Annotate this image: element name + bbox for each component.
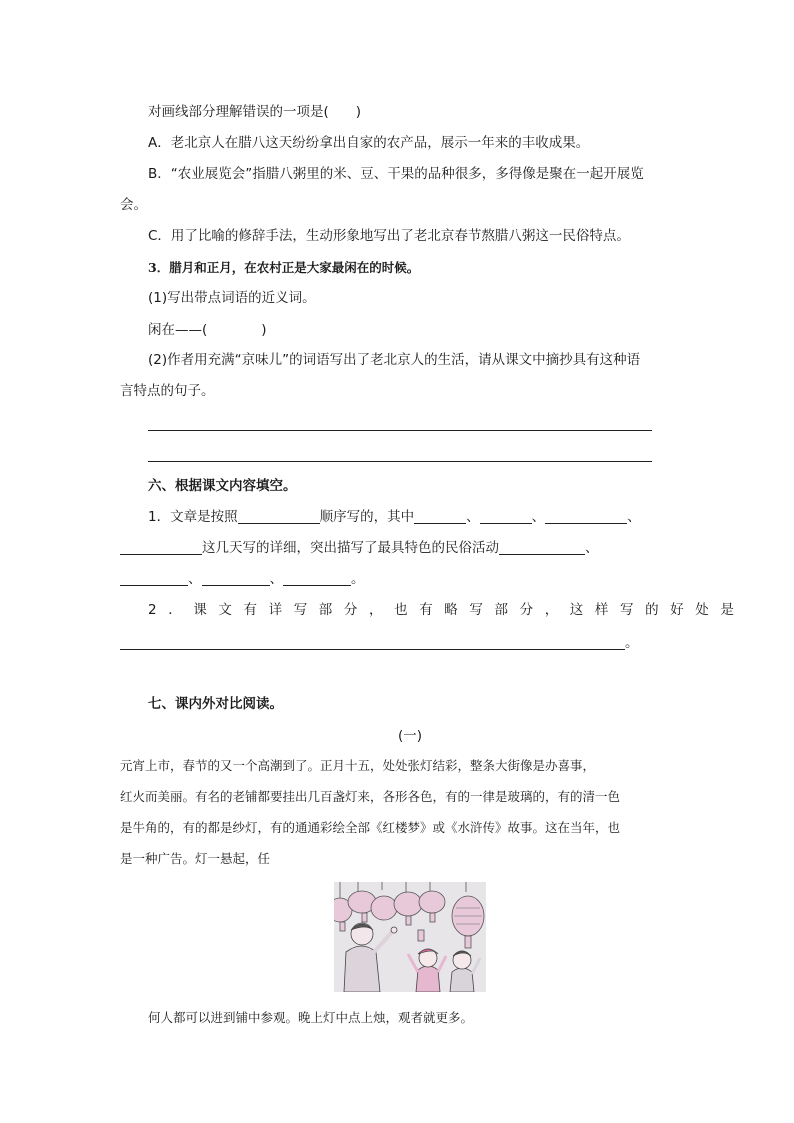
- period: 。: [351, 571, 365, 587]
- question-3-part1-answer: 闲在——( ): [148, 322, 267, 338]
- question-3-title: 3．腊月和正月，在农村正是大家最闲在的时候。: [148, 260, 420, 275]
- s6-q1-text-a: 1．文章是按照: [148, 509, 238, 525]
- option-b-line2: 会。: [120, 197, 147, 213]
- blank-day-1[interactable]: [414, 509, 466, 524]
- blank-activity-4[interactable]: [283, 571, 351, 586]
- lantern-festival-illustration: [334, 882, 486, 992]
- s6-q1-text-c: 这几天写的详细，突出描写了最具特色的民俗活动: [202, 540, 499, 556]
- option-a: A．老北京人在腊八这天纷纷拿出自家的农产品，展示一年来的丰收成果。: [148, 135, 590, 151]
- question-3-part1: (1)写出带点词语的近义词。: [148, 290, 316, 306]
- blank-activity-2[interactable]: [120, 571, 188, 586]
- passage-line-1: 元宵上市，春节的又一个高潮到了。正月十五，处处张灯结彩，整条大街像是办喜事，: [120, 758, 596, 773]
- separator: 、: [627, 509, 641, 525]
- passage-line-4: 是一种广告。灯一悬起，任: [120, 851, 271, 866]
- s6-q1-line3: [120, 569, 365, 589]
- passage-heading: (一): [398, 728, 423, 744]
- blank-day-2[interactable]: [480, 509, 532, 524]
- s6-q2-line2: [120, 633, 639, 653]
- s6-q1-text-b: 顺序写的，其中: [319, 509, 415, 525]
- question-3-part2-line1: (2)作者用充满“京味儿”的词语写出了老北京人的生活，请从课文中摘抄具有这种语: [148, 352, 641, 368]
- passage-line-2: 红火而美丽。有名的老铺都要挂出几百盏灯来，各形各色，有的一律是玻璃的，有的清一色: [120, 789, 621, 804]
- option-c: C．用了比喻的修辞手法，生动形象地写出了老北京春节熬腊八粥这一民俗特点。: [148, 228, 630, 244]
- section-7-title: 七、课内外对比阅读。: [148, 696, 283, 712]
- section-6-title: 六、根据课文内容填空。: [148, 478, 297, 494]
- blank-order[interactable]: [238, 509, 320, 524]
- separator: 、: [269, 571, 283, 587]
- s6-q1-line2: [120, 538, 599, 558]
- s6-q2-line1: 2．课文有详写部分，也有略写部分，这样写的好处是: [148, 602, 746, 618]
- option-b-line1: B．“农业展览会”指腊八粥里的米、豆、干果的品种很多，多得像是聚在一起开展览: [148, 166, 644, 182]
- period: 。: [625, 635, 639, 651]
- blank-benefit[interactable]: [120, 635, 625, 650]
- question-3-part2-line2: 言特点的句子。: [120, 383, 215, 399]
- blank-day-3[interactable]: [545, 509, 627, 524]
- separator: 、: [466, 509, 480, 525]
- question-intro: 对画线部分理解错误的一项是( ): [148, 104, 362, 120]
- answer-line-1[interactable]: [148, 430, 652, 431]
- blank-day-4[interactable]: [120, 540, 202, 555]
- answer-line-2[interactable]: [148, 461, 652, 462]
- blank-activity-3[interactable]: [202, 571, 270, 586]
- separator: 、: [531, 509, 546, 525]
- blank-activity-1[interactable]: [499, 540, 585, 555]
- separator: 、: [188, 571, 202, 587]
- passage-line-3: 是牛角的，有的都是纱灯，有的通通彩绘全部《红楼梦》或《水浒传》故事。这在当年，也: [120, 820, 621, 835]
- separator: 、: [585, 540, 599, 556]
- s6-q1-line1: [148, 507, 641, 527]
- passage-line-5: 何人都可以进到铺中参观。晚上灯中点上烛，观者就更多。: [148, 1010, 474, 1025]
